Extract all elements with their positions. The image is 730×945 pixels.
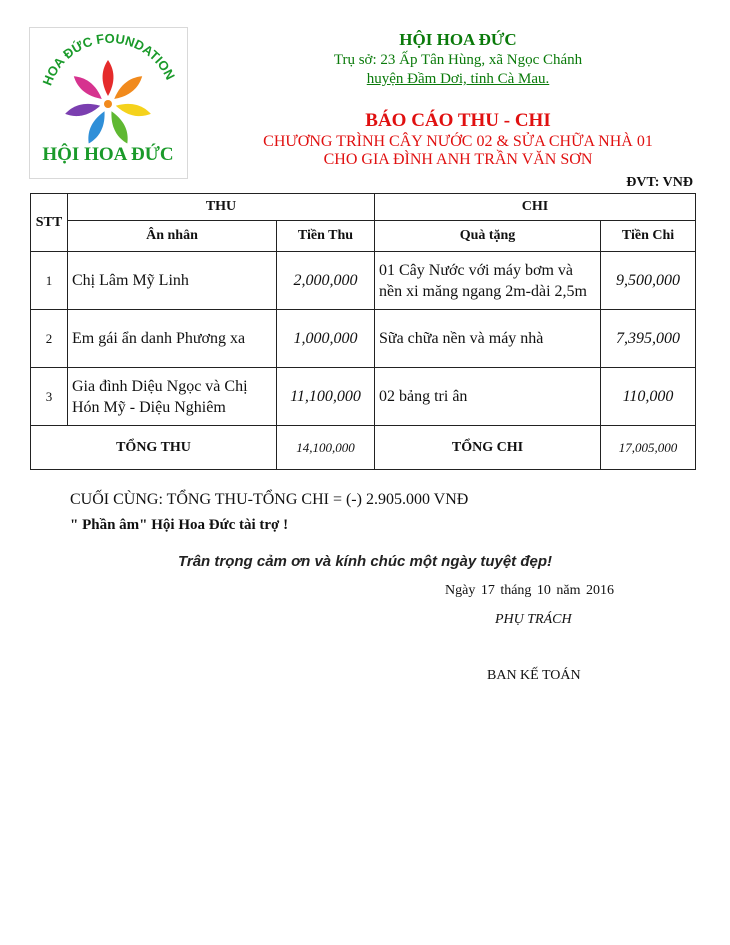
program-title-line-1: CHƯƠNG TRÌNH CÂY NƯỚC 02 & SỬA CHỮA NHÀ 01 xyxy=(263,133,653,150)
column-header-donor: Ân nhân xyxy=(68,221,277,252)
row-gift: Sữa chữa nền và máy nhà xyxy=(375,310,601,368)
row-stt: 1 xyxy=(31,252,68,310)
foundation-logo xyxy=(29,27,188,179)
group-header-thu: THU xyxy=(68,194,375,221)
table-row xyxy=(31,252,696,310)
total-income-label: TỔNG THU xyxy=(31,426,277,470)
final-balance: CUỐI CÙNG: TỔNG THU-TỔNG CHI = (-) 2.905.000 VNĐ xyxy=(70,491,469,508)
total-income-value: 14,100,000 xyxy=(277,426,375,470)
currency-unit: ĐVT: VNĐ xyxy=(626,175,693,190)
signer-name: BAN KẾ TOÁN xyxy=(487,668,581,683)
table-header-row xyxy=(31,194,696,221)
table-subheader-row xyxy=(31,221,696,252)
flower-logo-icon xyxy=(30,28,187,178)
row-expense: 7,395,000 xyxy=(601,310,696,368)
totals-row xyxy=(31,426,696,470)
column-header-income: Tiền Thu xyxy=(277,221,375,252)
row-expense: 110,000 xyxy=(601,368,696,426)
row-income: 11,100,000 xyxy=(277,368,375,426)
table-row xyxy=(31,368,696,426)
report-date: Ngày 17 tháng 10 năm 2016 xyxy=(445,583,615,598)
thanks-message: Trân trọng cảm ơn và kính chúc một ngày tuyệt đẹp! xyxy=(177,553,553,570)
column-header-gift: Quà tặng xyxy=(375,221,601,252)
row-donor: Gia đình Diệu Ngọc và Chị Hón Mỹ - Diệu Nghiêm xyxy=(68,368,277,426)
signer-title: PHỤ TRÁCH xyxy=(495,612,572,627)
address-line-1: Trụ sở: 23 Ấp Tân Hùng, xã Ngọc Chánh xyxy=(333,52,583,68)
row-gift: 01 Cây Nước với máy bơm và nền xi măng ngang 2m-dài 2,5m xyxy=(375,252,601,310)
row-expense: 9,500,000 xyxy=(601,252,696,310)
row-income: 1,000,000 xyxy=(277,310,375,368)
group-header-chi: CHI xyxy=(375,194,696,221)
address-line-2 xyxy=(200,71,716,88)
report-title: BÁO CÁO THU - CHI xyxy=(365,110,551,131)
row-donor: Em gái ẩn danh Phương xa xyxy=(68,310,277,368)
total-expense-value: 17,005,000 xyxy=(601,426,696,470)
table-row xyxy=(31,310,696,368)
column-header-stt: STT xyxy=(31,194,68,252)
row-gift: 02 bảng tri ân xyxy=(375,368,601,426)
row-income: 2,000,000 xyxy=(277,252,375,310)
total-expense-label: TỔNG CHI xyxy=(375,426,601,470)
program-title-line-2: CHO GIA ĐÌNH ANH TRẦN VĂN SƠN xyxy=(323,151,593,168)
sponsor-note: " Phần âm" Hội Hoa Đức tài trợ ! xyxy=(70,517,289,533)
logo-name: HỘI HOA ĐỨC xyxy=(42,144,174,165)
row-stt: 2 xyxy=(31,310,68,368)
row-donor: Chị Lâm Mỹ Linh xyxy=(68,252,277,310)
column-header-expense: Tiền Chi xyxy=(601,221,696,252)
income-expense-table xyxy=(30,193,696,470)
org-title: HỘI HOA ĐỨC xyxy=(399,30,517,49)
logo-arc-text: HOA ĐỨC FOUNDATION xyxy=(39,30,178,88)
address-line-2-text: huyện Đầm Dơi, tỉnh Cà Mau. xyxy=(366,71,550,87)
row-stt: 3 xyxy=(31,368,68,426)
